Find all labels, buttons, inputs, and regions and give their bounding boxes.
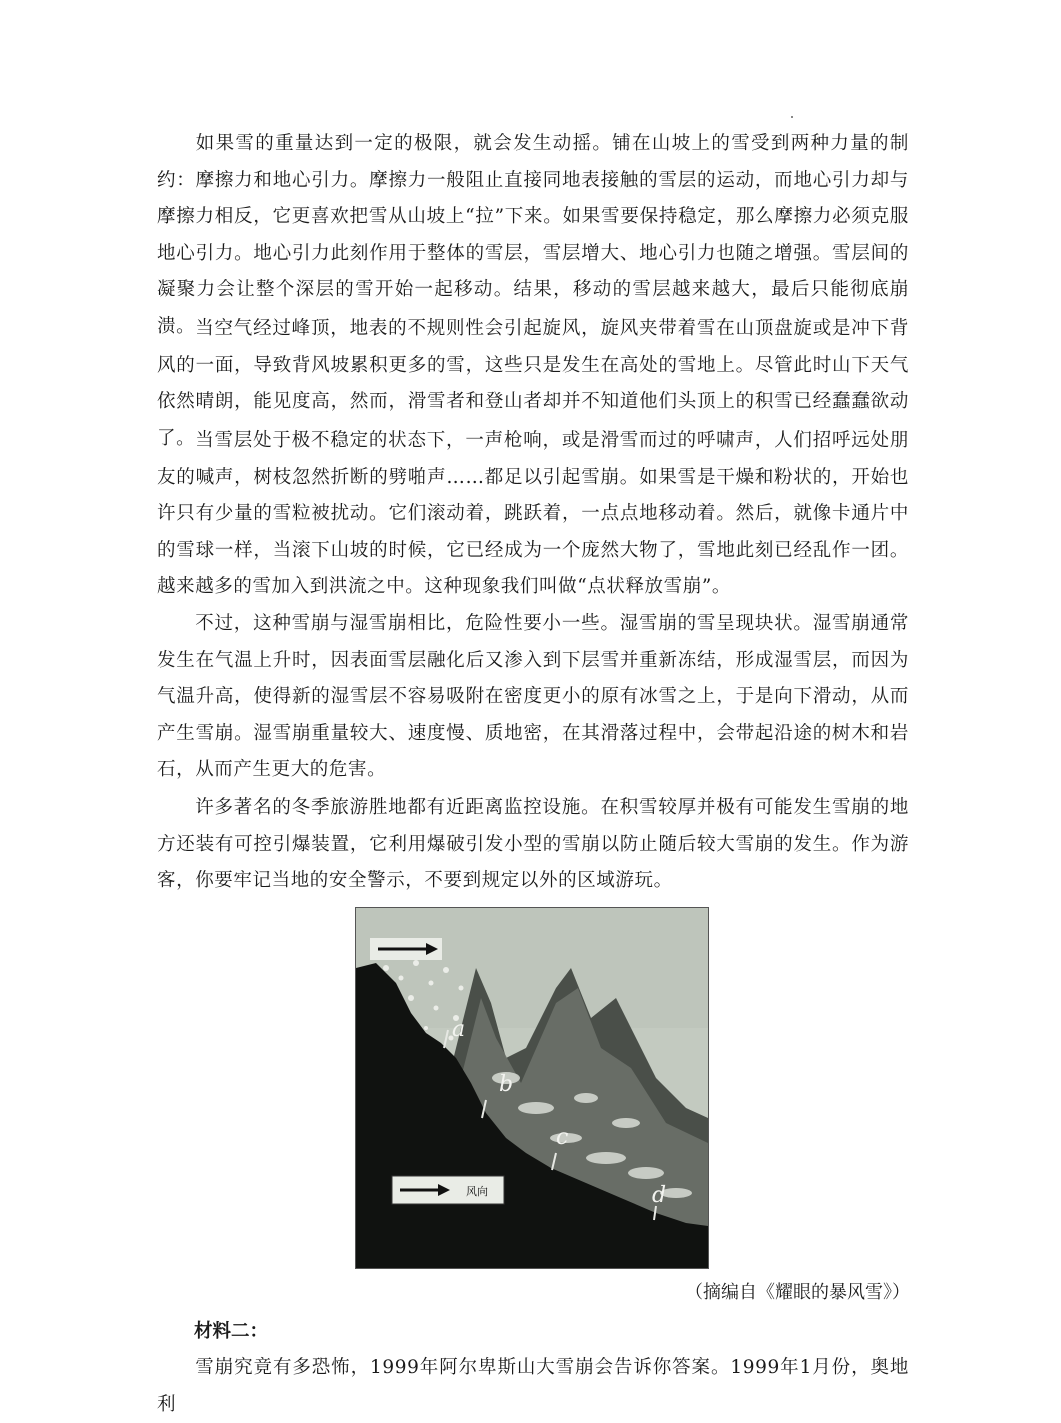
paragraph-text: 当雪层处于极不稳定的状态下，一声枪响，或是滑雪而过的呼啸声，人们招呼远处朋友的喊声，树枝忽然折断的劈啪声……都足以引起雪崩。如果雪是干燥和粉状的，开始也许只有少量的雪粒被扰动。它们滚动着，跳跃着，一点点地移动着。然后，就像卡通片中的雪球一样，当滚下山坡的时候，它已经成为一个庞然大物了，雪地此刻已经乱作一团。越来越多的雪加入到洪流之中。这种现象我们叫做“点状释放雪崩”。 [157, 430, 909, 597]
avalanche-illustration [355, 907, 709, 1269]
wind-arrow-top [370, 938, 442, 960]
scan-speck [791, 116, 793, 118]
section-label: 材料二： [194, 1321, 269, 1342]
paragraph-text: 雪崩究竟有多恐怖，1999年阿尔卑斯山大雪崩会告诉你答案。1999年1月份，奥地利 [157, 1357, 909, 1415]
paragraph-text: 不过，这种雪崩与湿雪崩相比，危险性要小一些。湿雪崩的雪呈现块状。湿雪崩通常发生在气温上升时，因表面雪层融化后又渗入到下层雪并重新冻结，形成湿雪层，而因为气温升高，使得新的湿雪层不容易吸附在密度更小的原有冰雪之上，于是向下滑动，从而产生雪崩。湿雪崩重量较大、速度慢、质地密，在其滑落过程中，会带起沿途的树木和岩石，从而产生更大的危害。 [157, 613, 909, 780]
figure-label-d: d [652, 1183, 667, 1208]
figure-label-c: c [556, 1125, 569, 1150]
wind-legend [392, 1176, 504, 1204]
wind-legend-label: 风向 [466, 1185, 488, 1198]
mountain-diagram [356, 908, 708, 1268]
paragraph-monitoring [157, 790, 909, 900]
paragraph-text: 如果雪的重量达到一定的极限，就会发生动摇。铺在山坡上的雪受到两种力量的制约：摩擦力和地心引力。摩擦力一般阻止直接同地表接触的雪层的运动，而地心引力却与摩擦力相反，它更喜欢把雪从山坡上“拉”下来。如果雪要保持稳定，那么摩擦力必须克服地心引力。地心引力此刻作用于整体的雪层，雪层增大、地心引力也随之增强。雪层间的凝聚力会让整个深层的雪开始一起移动。结果，移动的雪层越来越大，最后只能彻底崩溃。 [157, 133, 909, 337]
figure-label-a: a [452, 1017, 466, 1042]
paragraph-point-release [157, 423, 909, 606]
paragraph-wet-avalanche [157, 606, 909, 789]
paragraph-text: 许多著名的冬季旅游胜地都有近距离监控设施。在积雪较厚并极有可能发生雪崩的地方还装有可控引爆装置，它利用爆破引发小型的雪崩以防止随后较大雪崩的发生。作为游客，你要牢记当地的安全警示，不要到规定以外的区域游玩。 [157, 797, 909, 891]
paragraph-text: 当空气经过峰顶，地表的不规则性会引起旋风，旋风夹带着雪在山顶盘旋或是冲下背风的一面，导致背风坡累积更多的雪，这些只是发生在高处的雪地上。尽管此时山下天气依然晴朗，能见度高，然而，滑雪者和登山者却并不知道他们头顶上的积雪已经蠢蠢欲动了。 [157, 318, 909, 449]
paragraph-alps-1999 [157, 1350, 909, 1423]
figure-label-b: b [499, 1072, 514, 1097]
figure-caption: （摘编自《耀眼的暴风雪》） [685, 1282, 910, 1303]
